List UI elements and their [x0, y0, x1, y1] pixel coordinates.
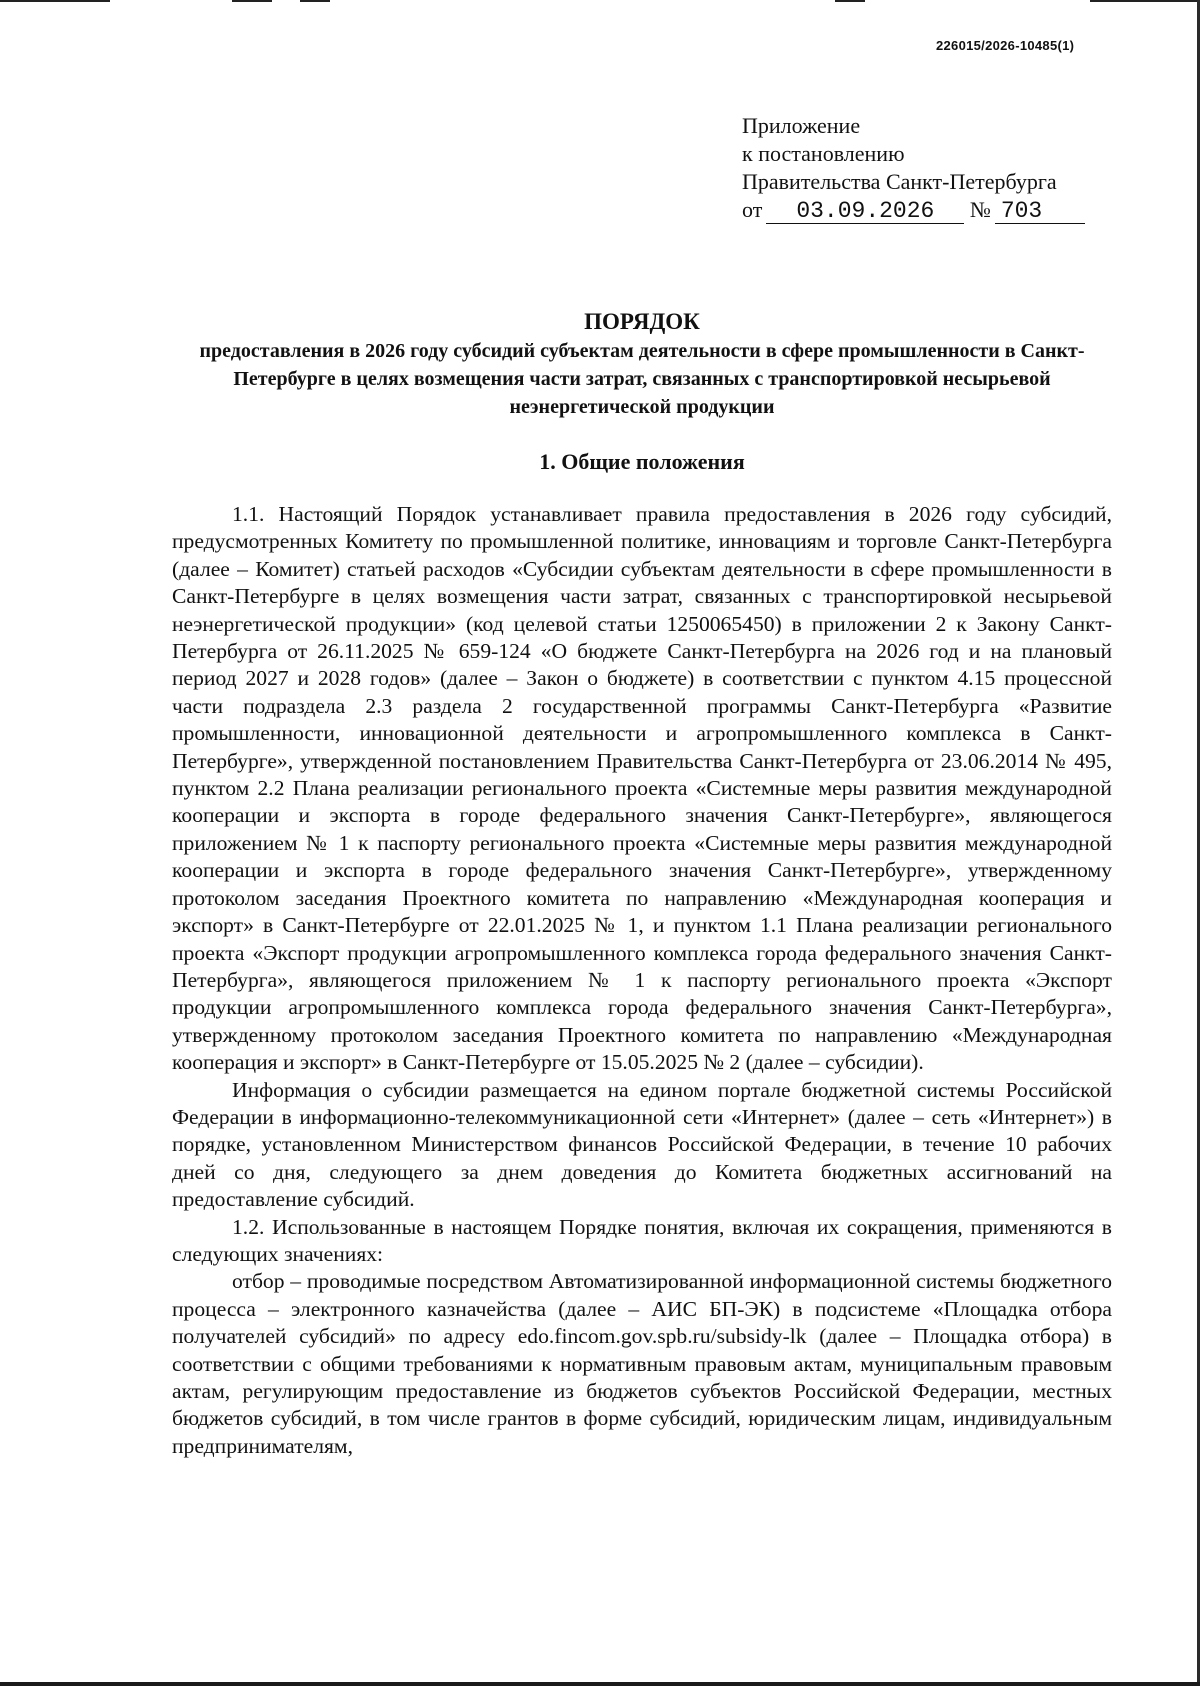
appendix-resolution-label: к постановлению [742, 141, 905, 166]
date-prefix: от [742, 197, 763, 222]
paragraph: 1.2. Использованные в настоящем Порядке понятия, включая их сокращения, применяются в следующих значениях: [172, 1214, 1112, 1266]
resolution-number: 703 [995, 199, 1085, 224]
resolution-date: 03.09.2026 [766, 199, 964, 224]
scan-edge-bottom [0, 1682, 1200, 1686]
document-title: ПОРЯДОК [584, 309, 700, 334]
document-title-block [172, 307, 1112, 421]
document-registration-number: 226015/2026-10485(1) [936, 38, 1075, 53]
paragraph: Информация о субсидии размещается на едином портале бюджетной системы Российской Федерации в информационно-телекоммуникационной сети «Интернет» (далее – сеть «Интернет») в порядке, установленном Министерством финансов Российской Федерации, в течение 10 рабочих дней со дня, следующего за днем доведения до Комитета бюджетных ассигнований на предоставление субсидий. [172, 1077, 1112, 1212]
appendix-date-line [742, 196, 1085, 224]
paragraph: 1.1. Настоящий Порядок устанавливает правила предоставления в 2026 году субсидий, предусмотренных Комитету по промышленной политике, инновациям и торговле Санкт-Петербурга (далее – Комитет) статьей расходов «Субсидии субъектам деятельности в сфере промышленности в Санкт-Петербурге в целях возмещения части затрат, связанных с транспортировкой несырьевой неэнергетической продукции» (код целевой статьи 1250065450) в приложении 2 к Закону Санкт-Петербурга от 26.11.2025 № 659-124 «О бюджете Санкт-Петербурга на 2026 год и на плановый период 2027 и 2028 годов» (далее – Закон о бюджете) в соответствии с пунктом 4.15 процессной части подраздела 2.3 раздела 2 государственной программы Санкт-Петербурга «Развитие промышленности, инновационной деятельности и агропромышленного комплекса в Санкт-Петербурге», утвержденной постановлением Правительства Санкт-Петербурга от 23.06.2014 № 495, пунктом 2.2 Плана реализации регионального проекта «Системные меры развития международной кооперации и экспорта в городе федерального значения Санкт-Петербурге», являющегося приложением № 1 к паспорту регионального проекта «Системные меры развития международной кооперации и экспорта в городе федерального значения Санкт-Петербурге», утвержденному протоколом заседания Проектного комитета по направлению «Международная кооперация и экспорт» в Санкт-Петербурге от 22.01.2025 № 1, и пунктом 1.1 Плана реализации регионального проекта «Экспорт продукции агропромышленного комплекса города федерального значения Санкт-Петербурга», являющегося приложением № 1 к паспорту регионального проекта «Экспорт продукции агропромышленного комплекса города федерального значения Санкт-Петербурга», утвержденному протоколом заседания Проектного комитета по направлению «Международная кооперация и экспорт» в Санкт-Петербурге от 15.05.2025 № 2 (далее – субсидии). [172, 502, 1112, 1075]
document-subtitle: предоставления в 2026 году субсидий субъектам деятельности в сфере промышленности в Санкт-Петербурге в целях возмещения части затрат, связанных с транспортировкой несырьевой неэнергетической продукции [199, 340, 1085, 418]
appendix-government-label: Правительства Санкт-Петербурга [742, 169, 1057, 194]
scan-edge-top [0, 0, 1200, 3]
appendix-block [742, 112, 1085, 224]
document-body [172, 501, 1112, 1460]
paragraph: отбор – проводимые посредством Автоматизированной информационной системы бюджетного процесса – электронного казначейства (далее – АИС БП-ЭК) в подсистеме «Площадка отбора получателей субсидий» по адресу edo.fincom.gov.spb.ru/subsidy-lk (далее – Площадка отбора) в соответствии с общими требованиями к нормативным правовым актам, муниципальным правовым актам, регулирующим предоставление из бюджетов субъектов Российской Федерации, местных бюджетов субсидий, в том числе грантов в форме субсидий, юридическим лицам, индивидуальным предпринимателям, [172, 1269, 1112, 1458]
section-heading: 1. Общие положения [539, 449, 745, 474]
appendix-label: Приложение [742, 113, 861, 138]
number-prefix: № [969, 197, 991, 222]
